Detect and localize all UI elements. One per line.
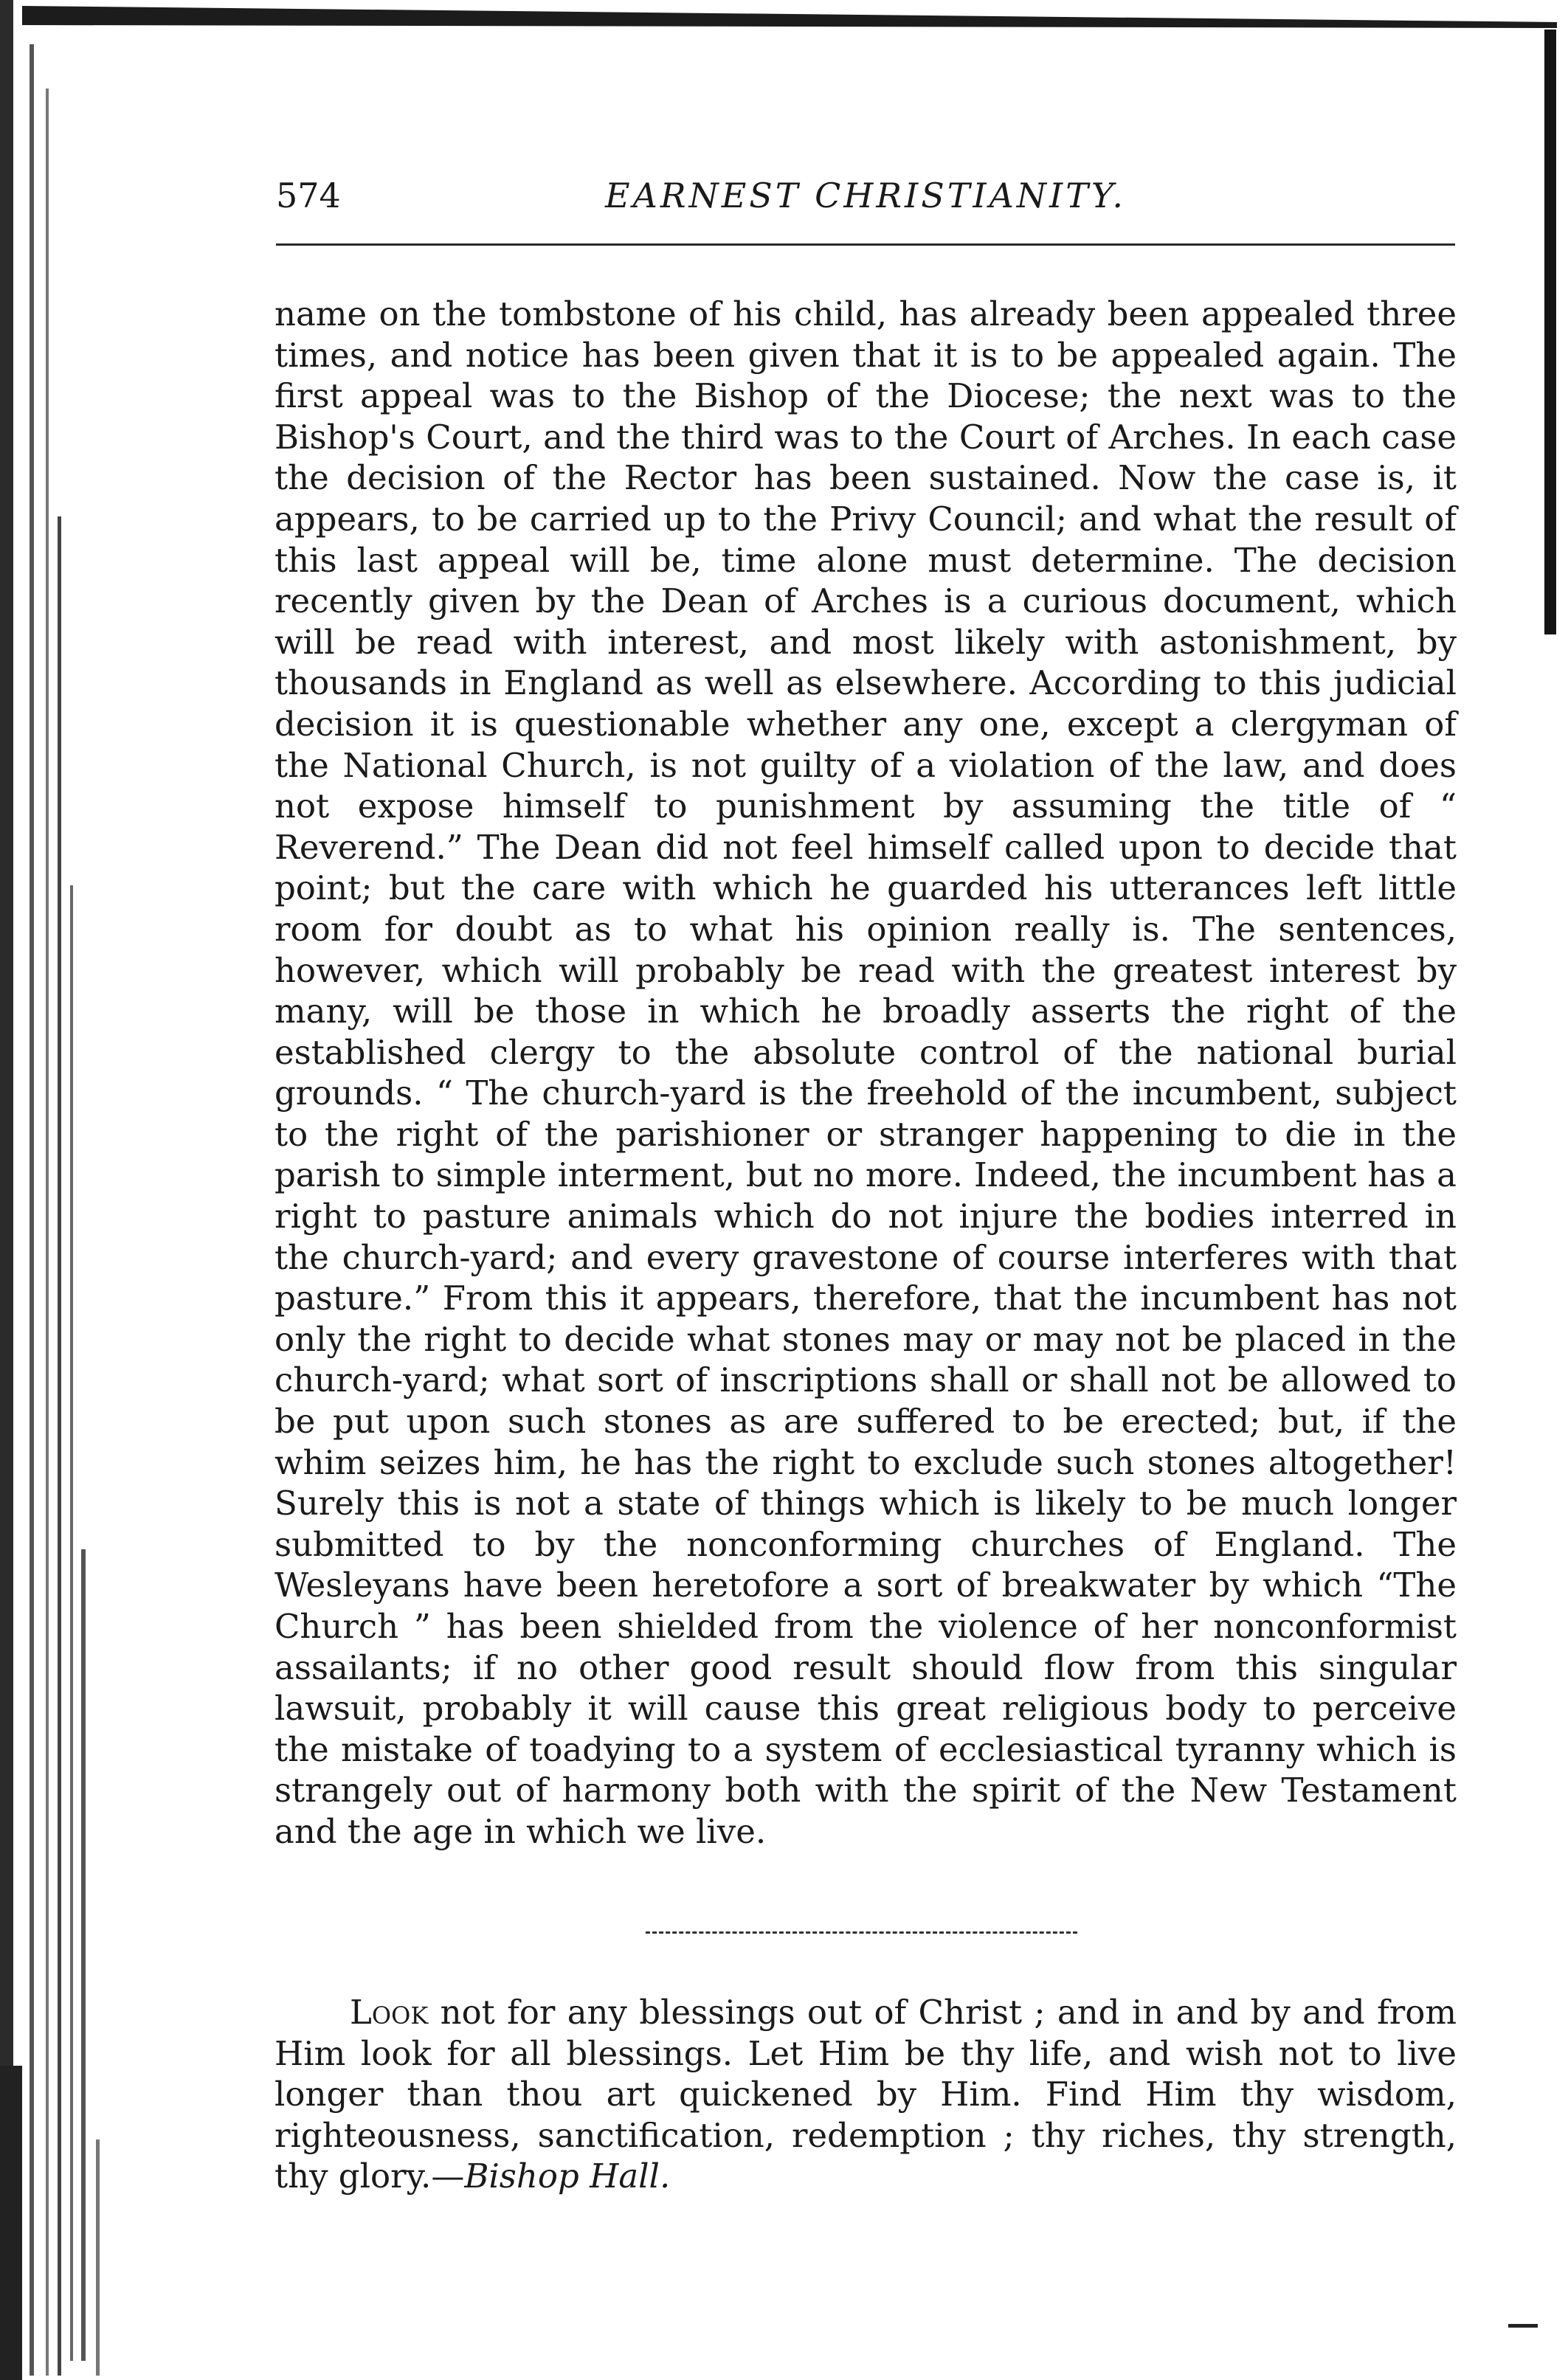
section-separator [646,1931,1077,1934]
page-header [276,167,1455,233]
quote-text: not for any blessings out of Christ ; and in and by and from Him look for all blessings. Let Him be thy life, and wish not to live longer than thou art quickened by Him. Find Him thy wisdom, righteousness, sanctification, redemption ; thy riches, thy strength, thy glory.— [274,1993,1457,2196]
quote-lead-word: Look [350,1993,429,2032]
quote-attribution: Bishop Hall. [464,2156,671,2196]
header-rule [276,243,1455,246]
scan-binding-edge [0,0,137,2380]
running-title: EARNEST CHRISTIANITY. [605,176,1126,215]
scan-top-edge [22,6,1557,31]
closing-quote [274,1992,1457,2197]
page-number: 574 [276,176,341,215]
scan-mark [1508,2324,1538,2328]
scan-right-edge [1544,30,1556,634]
body-paragraph: name on the tombstone of his child, has already been appealed three times, and notice has been given that it is to be appealed again. The first appeal was to the Bishop of the Diocese; the next was to the Bishop's Court, and the third was to the Court of Arches. In each case the decision of the Rector has been sustained. Now the case is, it appears, to be carried up to the Privy Council; and what the result of this last appeal will be, time alone must determine. The decision recently given by the Dean of Arches is a curious document, which will be read with interest, and most likely with astonishment, by thousands in England as well as elsewhere. According to this judicial decision it is questionable whether any one, except a clergyman of the National Church, is not guilty of a violation of the law, and does not expose himself to punishment by assuming the title of “ Reverend.” The Dean did not feel himself called upon to decide that point; but the care with which he guarded his utterances left little room for doubt as to what his opinion really is. The sentences, however, which will probably be read with the greatest interest by many, will be those in which he broadly asserts the right of the established clergy to the absolute control of the national burial grounds. “ The church-yard is the freehold of the incumbent, subject to the right of the parishioner or stranger happening to die in the parish to simple interment, but no more. Indeed, the incumbent has a right to pasture animals which do not injure the bodies interred in the church-yard; and every gravestone of course interferes with that pasture.” From this it appears, therefore, that the incumbent has not only the right to decide what stones may or may not be placed in the church-yard; what sort of inscriptions shall or shall not be allowed to be put upon such stones as are suffered to be erected; but, if the whim seizes him, he has the right to exclude such stones altogether! Surely this is not a state of things which is likely to be much longer submitted to by the nonconforming churches of England. The Wesleyans have been heretofore a sort of breakwater by which “The Church ” has been shielded from the violence of her nonconformist assailants; if no other good result should flow from this singular lawsuit, probably it will cause this great religious body to perceive the mistake of toadying to a system of ecclesiastical tyranny which is strangely out of harmony both with the spirit of the New Testament and the age in which we live. [274,294,1457,1851]
